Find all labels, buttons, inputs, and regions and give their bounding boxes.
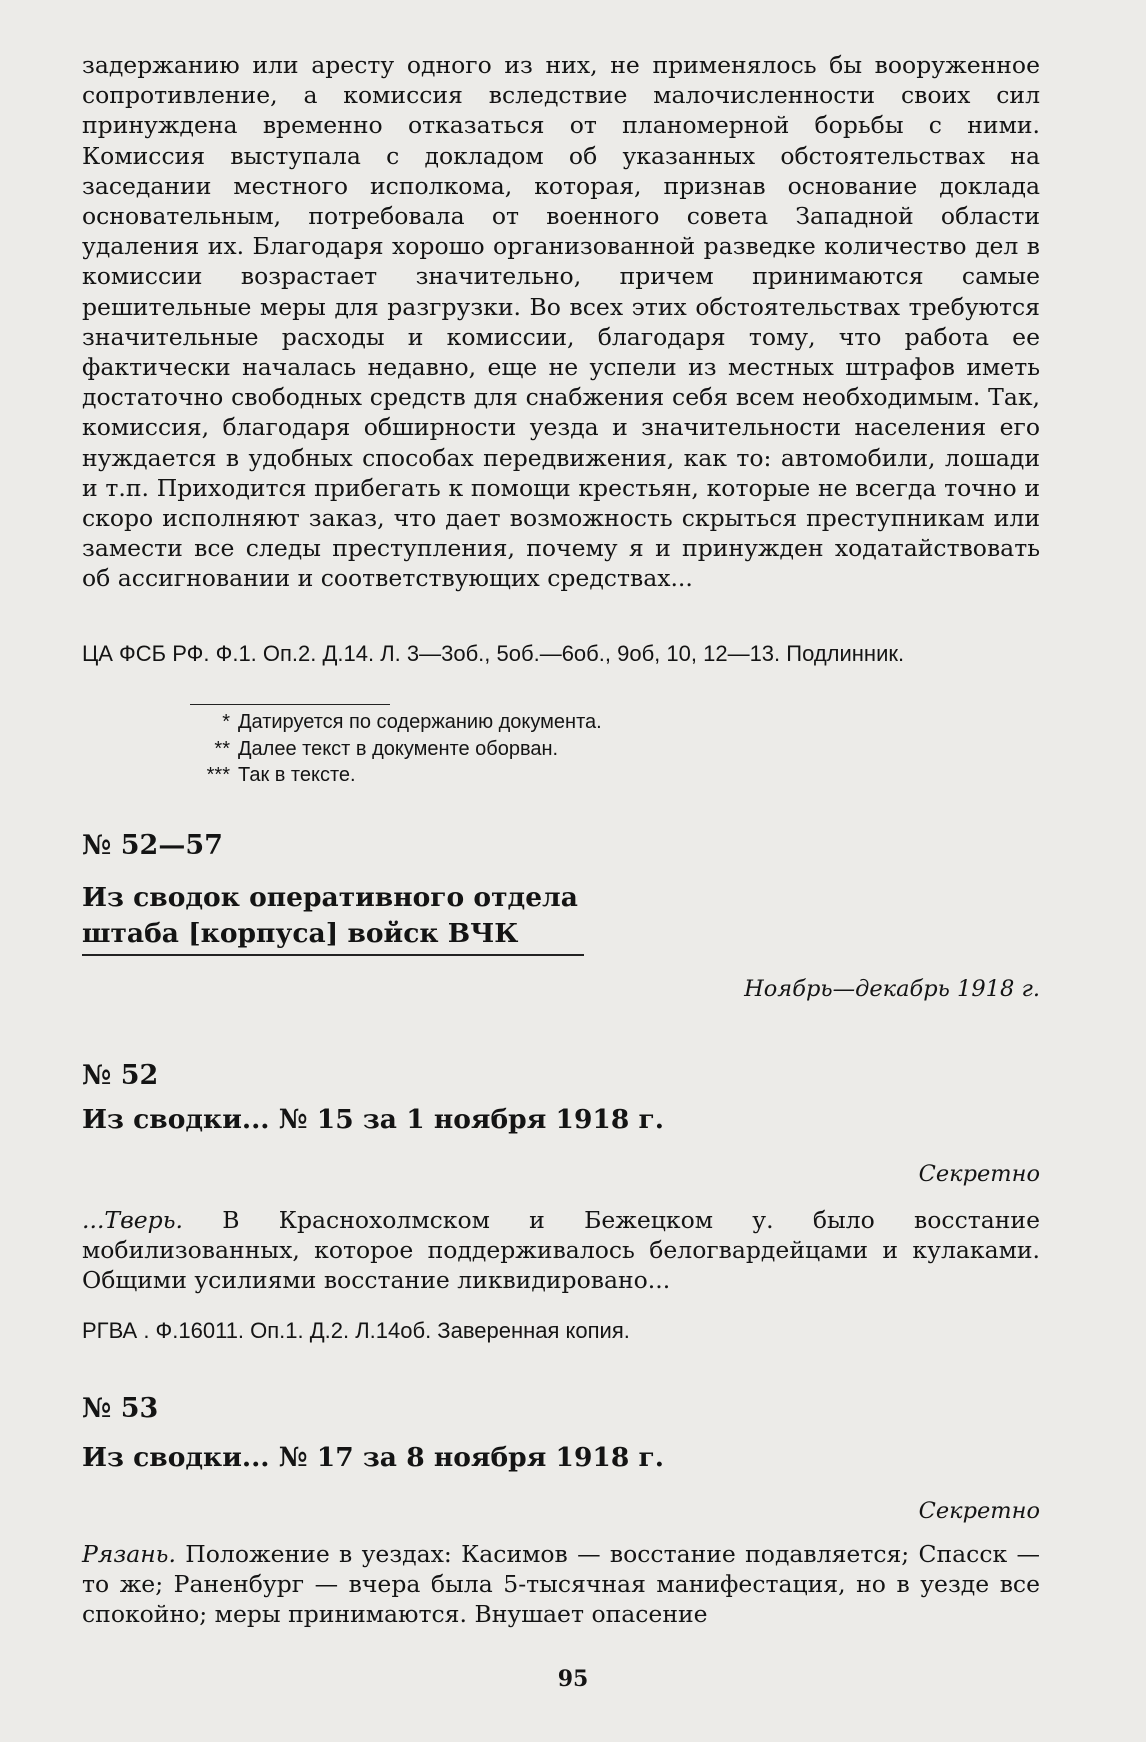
doc52-number: № 52	[82, 1060, 159, 1091]
body-paragraph: задержанию или аресту одного из них, не применялось бы вооруженное сопротивление, а комиссия вследствие малочисленности своих сил принуждена временно отказаться от планомерной борьбы с ними. Комиссия выступала с докладом об указанных обстоятельствах на заседании местного исполкома, которая, признав основание доклада основательным, потребовала от военного совета Западной области удаления их. Благодаря хорошо организованной разведке количество дел в комиссии возрастает значительно, причем принимаются самые решительные меры для разгрузки. Во всех этих обстоятельствах требуются значительные расходы и комиссии, благодаря тому, что работа ее фактически началась недавно, еще не успели из местных штрафов иметь достаточно свободных средств для снабжения себя всем необходимым. Так, комиссия, благодаря обширности уезда и значительности населения его нуждается в удобных способах передвижения, как то: автомобили, лошади и т.п. Приходится прибегать к помощи крестьян, которые не всегда точно и скоро исполняют заказ, что дает возможность скрыться преступникам или замести все следы преступления, почему я и принужден ходатайствовать об ассигновании и соответствующих средствах...	[82, 51, 1040, 593]
group-title: Из сводок оперативного отдела штаба [корпуса] войск ВЧК	[82, 882, 578, 949]
group-number: № 52—57	[82, 830, 223, 861]
doc53-number: № 53	[82, 1393, 159, 1424]
group-date: Ноябрь—декабрь 1918 г.	[744, 976, 1040, 1002]
doc53-body: Положение в уездах: Касимов — восстание подавляется; Спасск — то же; Раненбург — вчера была 5-тысячная манифестация, но в уезде все спокойно; меры принимаются. Внушает опасение	[82, 1540, 1040, 1629]
doc53-place: Рязань.	[82, 1540, 176, 1568]
doc52-text	[82, 1205, 1040, 1296]
archive-source: ЦА ФСБ РФ. Ф.1. Оп.2. Д.14. Л. 3—3об., 5об.—6об., 9об, 10, 12—13. Подлинник.	[82, 641, 905, 666]
doc52-title: Из сводки... № 15 за 1 ноября 1918 г.	[82, 1104, 664, 1135]
doc52-source: РГВА . Ф.16011. Оп.1. Д.2. Л.14об. Заверенная копия.	[82, 1318, 630, 1343]
footnote-2: ** Далее текст в документе оборван.	[214, 737, 559, 760]
group-title-rule	[82, 954, 584, 956]
doc52-classification: Секретно	[918, 1161, 1040, 1187]
doc52-place: ...Тверь.	[82, 1206, 183, 1234]
doc53-classification: Секретно	[918, 1498, 1040, 1524]
doc52-body: В Краснохолмском и Бежецком у. было восстание мобилизованных, которое поддерживалось белогвардейцами и кулаками. Общими усилиями восстание ликвидировано...	[82, 1206, 1040, 1295]
footnote-rule	[190, 704, 390, 705]
page-number: 95	[557, 1666, 589, 1692]
doc53-title: Из сводки... № 17 за 8 ноября 1918 г.	[82, 1442, 664, 1473]
footnote-3: *** Так в тексте.	[206, 764, 356, 786]
footnote-1: * Датируется по содержанию документа.	[222, 711, 602, 733]
doc53-text	[82, 1539, 1040, 1630]
footnotes	[190, 704, 890, 789]
